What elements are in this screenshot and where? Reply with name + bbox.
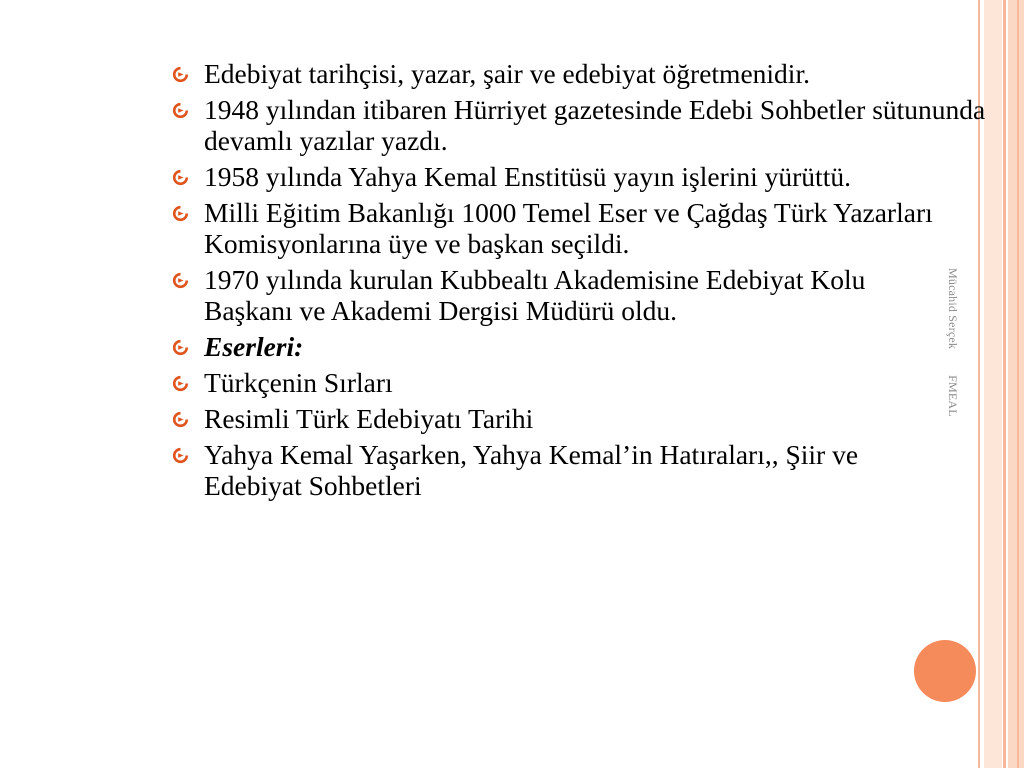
list-item: Resimli Türk Edebiyatı Tarihi	[172, 403, 1007, 434]
list-item: 1970 yılında kurulan Kubbealtı Akademisine Edebiyat Kolu Başkanı ve Akademi Dergisi Müdürü oldu.	[172, 264, 924, 326]
list-item: Milli Eğitim Bakanlığı 1000 Temel Eser ve Çağdaş Türk Yazarları Komisyonlarına üye ve başkan seçildi.	[172, 197, 944, 259]
list-item: 1948 yılından itibaren Hürriyet gazetesinde Edebi Sohbetler sütununda devamlı yazılar yazdı.	[172, 94, 1007, 156]
footer-org: FMEAL	[946, 375, 960, 417]
arrow-circle-bullet-icon	[172, 169, 189, 186]
list-item	[172, 331, 1007, 362]
section-heading: Eserleri:	[204, 331, 304, 362]
bullet-list	[172, 58, 1007, 506]
arrow-circle-bullet-icon	[172, 447, 189, 464]
arrow-circle-bullet-icon	[172, 66, 189, 83]
decor-stripe	[1008, 0, 1024, 768]
list-item: 1958 yılında Yahya Kemal Enstitüsü yayın işlerini yürüttü.	[172, 161, 1007, 192]
decor-stripe	[1017, 0, 1019, 768]
footer-author: Mücahid Serçek	[946, 268, 960, 350]
list-item: Edebiyat tarihçisi, yazar, şair ve edebiyat öğretmenidir.	[172, 58, 1007, 89]
arrow-circle-bullet-icon	[172, 411, 189, 428]
arrow-circle-bullet-icon	[172, 339, 189, 356]
decor-circle	[914, 640, 976, 702]
list-item: Türkçenin Sırları	[172, 367, 1007, 398]
arrow-circle-bullet-icon	[172, 205, 189, 222]
arrow-circle-bullet-icon	[172, 272, 189, 289]
arrow-circle-bullet-icon	[172, 375, 189, 392]
arrow-circle-bullet-icon	[172, 102, 189, 119]
list-item: Yahya Kemal Yaşarken, Yahya Kemal’in Hatıraları,, Şiir ve Edebiyat Sohbetleri	[172, 439, 884, 501]
